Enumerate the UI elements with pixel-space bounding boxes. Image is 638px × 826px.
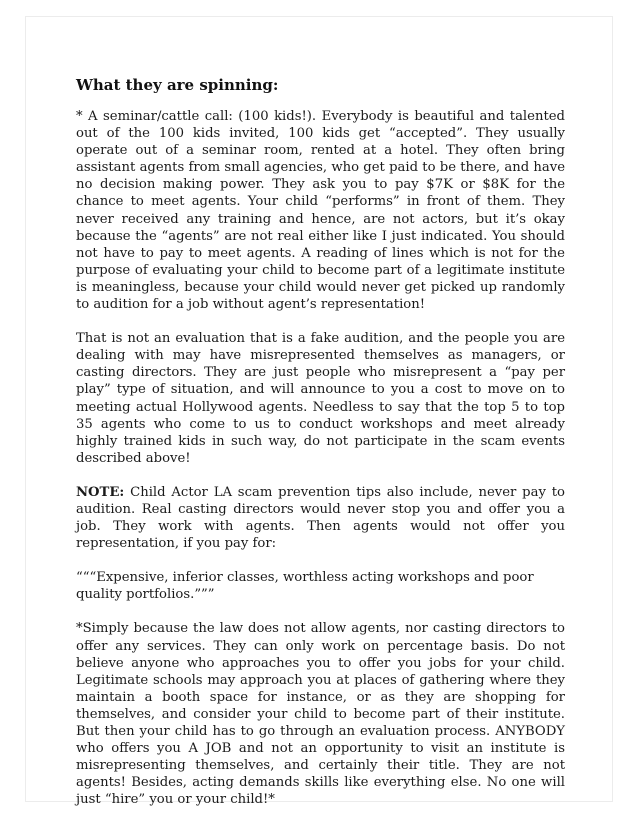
paragraph-seminar-cattle-call: * A seminar/cattle call: (100 kids!). Everybody is beautiful and talented out of the 100 kids invited, 100 kids get “accepted”. They usually operate out of a seminar room, rented at a hotel. They often bring assistant agents from small agencies, who get paid to be there, and have no decision making power. They ask you to pay $7K or $8K for the chance to meet agents. Your child “performs” in front of them. They never received any training and hence, are not actors, but it’s okay because the “agents” are not real either like I just indicated. You should not have to pay to meet agents. A reading of lines which is not for the purpose of evaluating your child to become part of a legitimate institute is meaningless, because your child would never get picked up randomly to audition for a job without agent’s representation! [76,109,565,313]
note-text: Child Actor LA scam prevention tips also include, never pay to audition. Real casting directors would never stop you and offer you a job. They work with agents. Then agents would not offer you representation, if you pay for: [76,484,565,552]
paragraph-law: *Simply because the law does not allow agents, nor casting directors to offer any services. They can only work on percentage basis. Do not believe anyone who approaches you to offer you jobs for your child. Legitimate schools may approach you at places of gathering where they maintain a booth space for instance, or as they are shopping for themselves, and consider your child to become part of their institute. But then your child has to go through an evaluation process. ANYBODY who offers you A JOB and not an opportunity to visit an institute is misrepresenting themselves, and certainly their title. They are not agents! Besides, acting demands skills like everything else. No one will just “hire” you or your child!* [76,621,565,808]
section-heading: What they are spinning: [76,76,279,94]
note-label: NOTE: [76,484,125,500]
paragraph-fake-audition: That is not an evaluation that is a fake audition, and the people you are dealing with may have misrepresented themselves as managers, or casting directors. They are just people who misrepresent a “pay per play” type of situation, and will announce to you a cost to move on to meeting actual Hollywood agents. Needless to say that the top 5 to top 35 agents who come to us to conduct workshops and meet already highly trained kids in such way, do not participate in the scam events described above! [76,331,565,466]
document-body [76,75,565,825]
paragraph-note [76,484,565,552]
document-page [25,16,613,808]
paragraph-quote: “““Expensive, inferior classes, worthless acting workshops and poor quality portfolios.””” [76,570,534,603]
